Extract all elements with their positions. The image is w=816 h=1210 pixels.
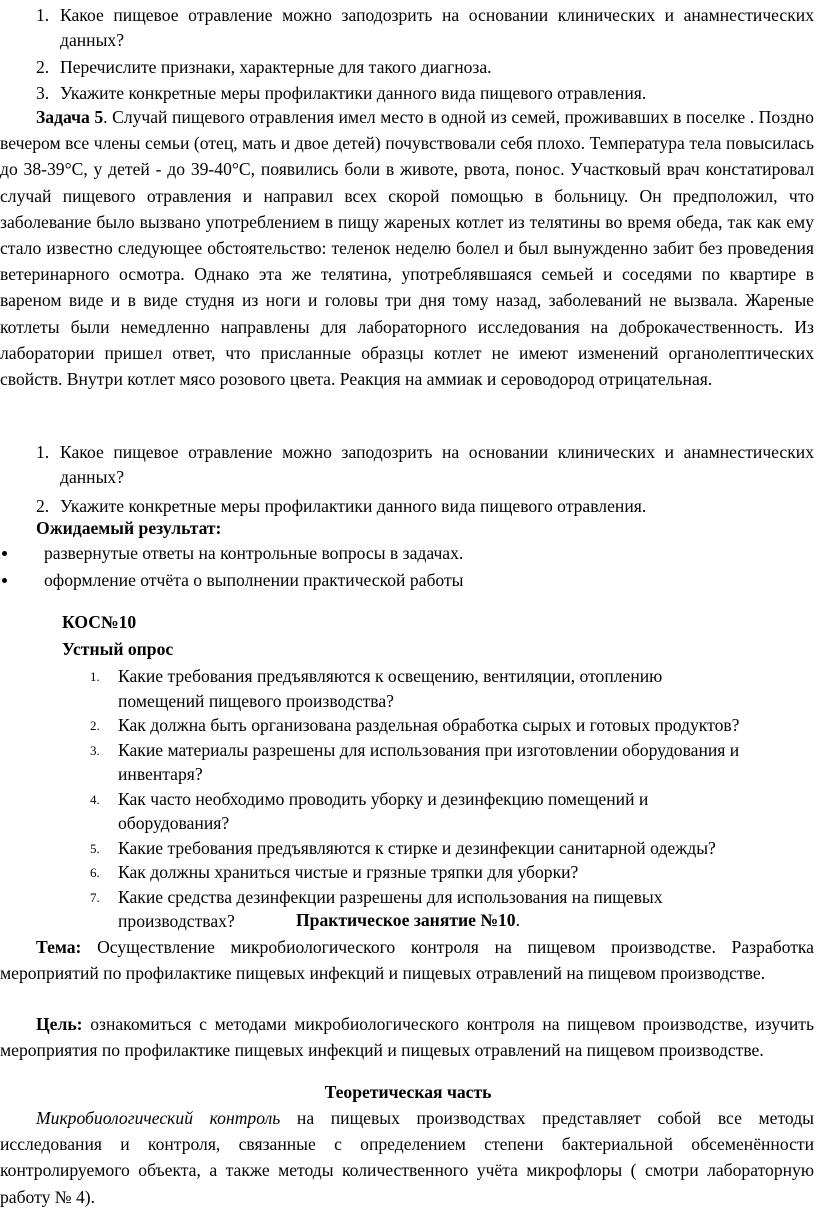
list-item-number: 1.	[90, 669, 100, 684]
goal-text: ознакомиться с методами микробиологического контроля на пищевом производстве, изучить мероприятия по профилактике пищевых инфекций и пищевых отравлений на пищевом производстве.	[0, 1014, 814, 1061]
bullet-text: оформление отчёта о выполнении практической работы	[44, 570, 464, 590]
list-item	[0, 55, 816, 80]
bullet-icon	[2, 578, 7, 583]
list-item-text: Как должны храниться чистые и грязные тряпки для уборки?	[118, 862, 579, 882]
theory-heading: Теоретическая часть	[324, 1082, 492, 1102]
list-item-text: Какое пищевое отравление можно заподозрить на основании клинических и анамнестических данных?	[60, 5, 814, 50]
list-item-number: 5.	[90, 840, 100, 856]
kos-subtitle: Устный опрос	[62, 639, 174, 659]
list-item	[0, 494, 816, 519]
list-item-number: 6.	[90, 865, 100, 880]
bullet-icon	[2, 551, 7, 556]
goal-label: Цель:	[36, 1014, 83, 1034]
practice-title-suffix: .	[515, 910, 521, 930]
list-item-text: Какие средства дезинфекции разрешены для использования на пищевых производствах?	[118, 886, 663, 931]
list-item	[0, 836, 816, 861]
list-item-text: Укажите конкретные меры профилактики данного вида пищевого отравления.	[60, 83, 647, 103]
expected-result-heading: Ожидаемый результат:	[36, 518, 222, 538]
practice-title	[0, 910, 816, 931]
list-item	[0, 713, 816, 738]
theory-term: Микробиологический контроль	[36, 1108, 281, 1128]
practice-title-text: Практическое занятие №10	[295, 910, 516, 930]
theory-paragraph	[0, 1105, 814, 1210]
list-item-number: 1.	[36, 442, 50, 462]
task5-question-list	[0, 440, 816, 519]
list-item-number: 2.	[36, 496, 50, 516]
kos-title: КОС№10	[62, 612, 137, 632]
bullet-item	[0, 540, 816, 567]
list-item	[0, 860, 816, 885]
list-item-text: Как часто необходимо проводить уборку и дезинфекцию помещений и оборудования?	[118, 788, 649, 833]
theory-text: на пищевых производствах представляет собой все методы исследования и контроля, связанные с определением степени бактериальной обсеменённости контролируемого объекта, а также методы количественного учёта микрофлоры ( смотри лабораторную работу № 4).	[0, 1108, 814, 1207]
list-item-text: Какие требования предъявляются к освещению, вентиляции, отоплению помещений пищевого производства?	[118, 666, 663, 711]
expected-result-list	[0, 540, 816, 594]
topic-paragraph	[0, 934, 814, 986]
list-item	[0, 3, 816, 53]
list-item	[0, 81, 816, 106]
list-item-text: Как должна быть организована раздельная обработка сырых и готовых продуктов?	[118, 715, 740, 735]
task5-text: . Случай пищевого отравления имел место в одной из семей, проживавших в поселке . Поздно вечером все члены семьи (отец, мать и двое детей) почувствовали себя плохо. Температура тела повысилась до 38-39°С, у детей - до 39-40°С, появились боли в животе, рвота, понос. Участковый врач констатировал случай пищевого отравления и направил всех скорой помощью в больницу. Он предположил, что заболевание было вызвано употреблением в пищу жареных котлет из телятины во время обеда, так как ему стало известно следующее обстоятельство: теленок неделю болел и был вынужденно забит без проведения ветеринарного осмотра. Однако эта же телятина, употреблявшаяся семьей и соседями по квартире в вареном виде и в виде студня из ноги и головы три дня тому назад, заболеваний не вызвала. Жареные котлеты были немедленно направлены для лабораторного исследования на доброкачественность. Из лаборатории пришел ответ, что присланные образцы котлет не имеют изменений органолептических свойств. Внутри котлет мясо розового цвета. Реакция на аммиак и сероводород отрицательная.	[0, 107, 814, 390]
list-item-text: Перечислите признаки, характерные для такого диагноза.	[60, 57, 492, 77]
list-item	[0, 787, 816, 836]
list-item-number: 3.	[36, 83, 50, 103]
list-item-number: 3.	[90, 742, 100, 758]
list-item-number: 7.	[90, 889, 100, 905]
list-item-number: 1.	[36, 5, 50, 25]
task4-question-list	[0, 3, 816, 106]
list-item	[0, 738, 816, 787]
topic-text: Осуществление микробиологического контроля на пищевом производстве. Разработка мероприятий по профилактике пищевых инфекций и пищевых отравлений на пищевом производстве.	[0, 937, 814, 984]
list-item	[0, 664, 816, 713]
list-item-number: 4.	[90, 791, 100, 807]
list-item-number: 2.	[90, 718, 100, 733]
list-item-number: 2.	[36, 57, 50, 77]
task5-label: Задача 5	[36, 107, 104, 127]
list-item-text: Какое пищевое отравление можно заподозрить на основании клинических и анамнестических данных?	[60, 442, 814, 487]
bullet-item	[0, 567, 816, 594]
list-item-text: Какие материалы разрешены для использования при изготовлении оборудования и инвентаря?	[118, 739, 740, 784]
list-item-text: Какие требования предъявляются к стирке и дезинфекции санитарной одежды?	[118, 837, 716, 858]
list-item-text: Укажите конкретные меры профилактики данного вида пищевого отравления.	[60, 496, 647, 516]
bullet-text: развернутые ответы на контрольные вопросы в задачах.	[44, 543, 464, 563]
goal-paragraph	[0, 1011, 814, 1063]
topic-label: Тема:	[36, 937, 82, 957]
kos-question-list	[0, 664, 816, 934]
task5-paragraph	[0, 104, 814, 392]
list-item	[0, 440, 816, 490]
